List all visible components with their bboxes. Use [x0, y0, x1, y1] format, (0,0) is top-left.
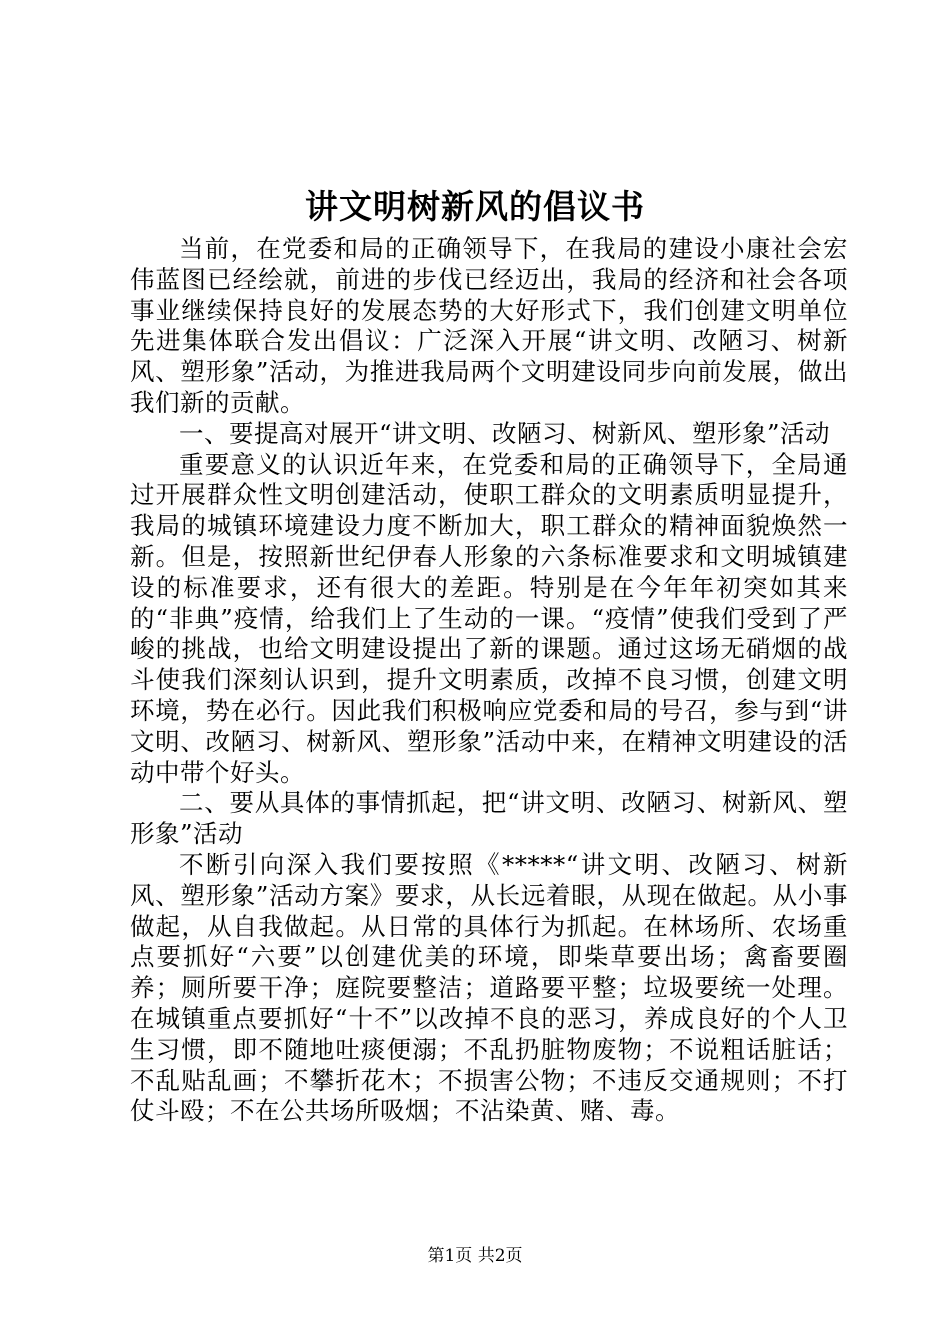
paragraph-section-2-body: 不断引向深入我们要按照《*****“讲文明、改陋习、树新风、塑形象”活动方案》要求，从长远着眼，从现在做起。从小事做起，从自我做起。从日常的具体行为抓起。在林场所、农场重点要抓好“六要”以创建优美的环境，即柴草要出场；禽畜要圈养；厕所要干净；庭院要整洁；道路要平整；垃圾要统一处理。在城镇重点要抓好“十不”以改掉不良的恶习，养成良好的个人卫生习惯，即不随地吐痰便溺；不乱扔脏物废物；不说粗话脏话；不乱贴乱画；不攀折花木；不损害公物；不违反交通规则；不打仗斗殴；不在公共场所吸烟；不沾染黄、赌、毒。 [130, 849, 848, 1126]
paragraph-section-1-body: 重要意义的认识近年来，在党委和局的正确领导下，全局通过开展群众性文明创建活动，使职工群众的文明素质明显提升，我局的城镇环境建设力度不断加大，职工群众的精神面貌焕然一新。但是，按照新世纪伊春人形象的六条标准要求和文明城镇建设的标准要求，还有很大的差距。特别是在今年年初突如其来的“非典”疫情，给我们上了生动的一课。“疫情”使我们受到了严峻的挑战，也给文明建设提出了新的课题。通过这场无硝烟的战斗使我们深刻认识到，提升文明素质，改掉不良习惯，创建文明环境，势在必行。因此我们积极响应党委和局的号召，参与到“讲文明、改陋习、树新风、塑形象”活动中来，在精神文明建设的活动中带个好头。 [130, 449, 848, 787]
paragraph-intro: 当前，在党委和局的正确领导下，在我局的建设小康社会宏伟蓝图已经绘就，前进的步伐已经迈出，我局的经济和社会各项事业继续保持良好的发展态势的大好形式下，我们创建文明单位先进集体联合发出倡议：广泛深入开展“讲文明、改陋习、树新风、塑形象”活动，为推进我局两个文明建设同步向前发展，做出我们新的贡献。 [130, 234, 848, 417]
paragraph-section-1-heading: 一、要提高对展开“讲文明、改陋习、树新风、塑形象”活动 [179, 418, 831, 448]
page-footer: 第1页 共2页 [427, 1246, 523, 1266]
paragraph-section-2-heading: 二、要从具体的事情抓起，把“讲文明、改陋习、树新风、塑形象”活动 [130, 788, 848, 849]
document-body [130, 234, 848, 1127]
document-title: 讲文明树新风的倡议书 [305, 187, 645, 226]
